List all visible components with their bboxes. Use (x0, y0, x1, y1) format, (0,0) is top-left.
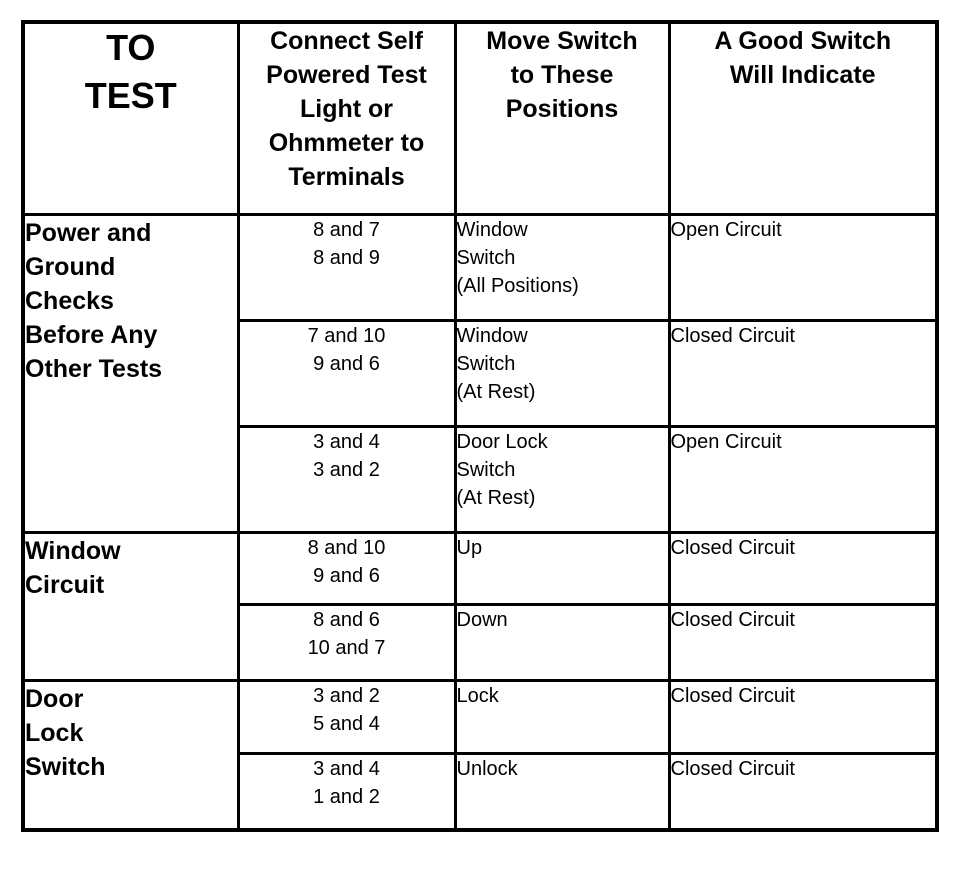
switch-test-chart (21, 20, 935, 832)
terminal-pair: 3 and 2 (313, 684, 380, 707)
terminals-cell (238, 532, 455, 604)
group-title-door-lock-switch (23, 680, 238, 830)
terminal-pair: 1 and 2 (313, 785, 380, 808)
header-positions (455, 22, 669, 214)
terminal-pair: 3 and 4 (313, 430, 380, 453)
terminal-pair: 10 and 7 (307, 636, 386, 659)
position-cell (455, 604, 669, 680)
terminal-pair: 8 and 10 (307, 536, 386, 559)
table-row (23, 532, 937, 604)
terminal-pair: 8 and 9 (313, 246, 380, 269)
header-indicate (669, 22, 937, 214)
group-title-line: Switch (25, 752, 106, 781)
position-cell (455, 680, 669, 753)
group-title-line: Ground (25, 252, 116, 281)
table-row (23, 214, 937, 320)
position-line: (All Positions) (456, 274, 579, 297)
terminal-pair: 9 and 6 (313, 352, 380, 375)
group-title-line: Circuit (25, 570, 105, 599)
group-title-line: Power and (25, 218, 152, 247)
terminals-cell (238, 320, 455, 426)
terminal-pair: 7 and 10 (307, 324, 386, 347)
group-title-line: Other Tests (25, 354, 163, 383)
header-to-test-line: TO (106, 27, 156, 68)
terminals-cell (238, 680, 455, 753)
group-title-line: Before Any (25, 320, 158, 349)
terminals-cell (238, 604, 455, 680)
position-line: Up (456, 536, 483, 559)
indicate-cell: Closed Circuit (669, 680, 937, 753)
indicate-cell: Closed Circuit (669, 753, 937, 830)
position-cell (455, 214, 669, 320)
group-title-line: Checks (25, 286, 114, 315)
position-cell (455, 753, 669, 830)
position-line: (At Rest) (456, 486, 536, 509)
indicate-cell: Closed Circuit (669, 320, 937, 426)
header-to-test-line: TEST (84, 75, 177, 116)
header-indicate-line: A Good Switch (714, 27, 892, 55)
group-title-window-circuit (23, 532, 238, 680)
terminal-pair: 8 and 7 (313, 218, 380, 241)
indicate-cell: Open Circuit (669, 214, 937, 320)
group-title-line: Door (25, 684, 84, 713)
position-cell (455, 426, 669, 532)
terminal-pair: 3 and 2 (313, 458, 380, 481)
position-line: Window (456, 218, 528, 241)
terminals-cell (238, 753, 455, 830)
header-terminals-line: Terminals (288, 163, 405, 191)
group-title-power-ground (23, 214, 238, 532)
group-title-line: Lock (25, 718, 84, 747)
position-line: Down (456, 608, 508, 631)
terminal-pair: 3 and 4 (313, 757, 380, 780)
header-row (23, 22, 937, 214)
indicate-cell: Open Circuit (669, 426, 937, 532)
position-line: (At Rest) (456, 380, 536, 403)
terminal-pair: 8 and 6 (313, 608, 380, 631)
header-terminals-line: Ohmmeter to (268, 129, 425, 157)
position-cell (455, 532, 669, 604)
group-title-line: Window (25, 536, 121, 565)
terminals-cell (238, 426, 455, 532)
position-line: Switch (456, 458, 516, 481)
indicate-cell: Closed Circuit (669, 532, 937, 604)
position-line: Switch (456, 246, 516, 269)
table-row (23, 680, 937, 753)
position-line: Window (456, 324, 528, 347)
header-terminals (238, 22, 455, 214)
indicate-cell: Closed Circuit (669, 604, 937, 680)
header-terminals-line: Powered Test (266, 61, 427, 89)
position-line: Switch (456, 352, 516, 375)
header-terminals-line: Connect Self (270, 27, 423, 55)
terminal-pair: 9 and 6 (313, 564, 380, 587)
position-line: Door Lock (456, 430, 548, 453)
terminal-pair: 5 and 4 (313, 712, 380, 735)
header-indicate-line: Will Indicate (729, 61, 876, 89)
position-cell (455, 320, 669, 426)
switch-test-table (21, 20, 939, 832)
terminals-cell (238, 214, 455, 320)
header-positions-line: to These (510, 61, 614, 89)
header-positions-line: Move Switch (486, 27, 638, 55)
position-line: Lock (456, 684, 499, 707)
header-to-test (23, 22, 238, 214)
header-positions-line: Positions (505, 95, 619, 123)
header-terminals-line: Light or (299, 95, 394, 123)
position-line: Unlock (456, 757, 518, 780)
